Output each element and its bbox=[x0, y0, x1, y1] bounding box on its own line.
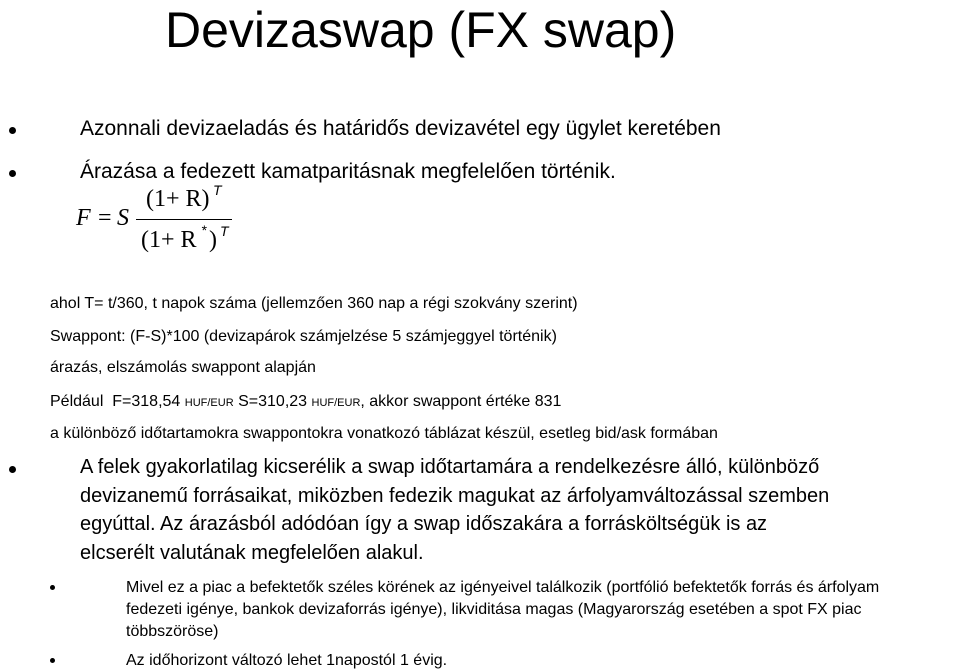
bullet-dot bbox=[9, 170, 16, 177]
formula-numerator-exponent: T bbox=[213, 182, 222, 198]
formula-denominator-exponent: T bbox=[220, 223, 229, 239]
bullet-small-2: Az időhorizont változó lehet 1napostól 1 évig. bbox=[126, 652, 448, 669]
bullet-small-1-line-1: Mivel ez a piac a befektetők széles körének az igényeivel találkozik (portfólió befektetők forrás és árfolyam bbox=[126, 579, 880, 596]
bullet-dot bbox=[9, 127, 16, 134]
bullet-dot bbox=[50, 658, 55, 663]
text-line-swappont: Swappont: (F-S)*100 (devizapárok számjelzése 5 számjeggyel történik) bbox=[50, 328, 557, 345]
text-line-t-definition: ahol T= t/360, t napok száma (jellemzően 360 nap a régi szokvány szerint) bbox=[50, 295, 578, 312]
text-line-pricing: árazás, elszámolás swappont alapján bbox=[50, 359, 316, 376]
example-unit-1: HUF/EUR bbox=[184, 397, 234, 409]
bullet-dot bbox=[50, 585, 55, 590]
formula-denominator-close: ) bbox=[209, 227, 217, 253]
example-part-2: S=310,23 bbox=[233, 393, 312, 410]
formula-numerator: (1+ R) bbox=[146, 186, 210, 212]
page-title: Devizaswap (FX swap) bbox=[165, 2, 677, 58]
bullet-small-1-line-3: többszöröse) bbox=[126, 623, 219, 640]
formula-denominator: (1+ R bbox=[141, 227, 197, 253]
formula-s: S bbox=[117, 205, 129, 231]
example-part-3: , akkor swappont értéke 831 bbox=[360, 393, 562, 410]
text-line-example bbox=[50, 392, 561, 413]
example-part-1: Például F=318,54 bbox=[50, 393, 185, 410]
bullet-mid-line-3: egyúttal. Az árazásból adódóan így a swap időszakára a forrásköltségük is az bbox=[80, 513, 768, 535]
formula-f: F bbox=[76, 205, 91, 231]
bullet-text-2: Árazása a fedezett kamatparitásnak megfelelően történik. bbox=[80, 160, 616, 183]
bullet-small-1-line-2: fedezeti igénye, bankok devizaforrás igénye), likviditása magas (Magyarország esetében a spot FX piac bbox=[126, 601, 862, 618]
formula-denominator-star: * bbox=[201, 222, 207, 238]
bullet-mid-line-1: A felek gyakorlatilag kicserélik a swap időtartamára a rendelkezésre álló, különböző bbox=[80, 456, 820, 478]
bullet-text-1: Azonnali devizaeladás és határidős devizavétel egy ügylet keretében bbox=[80, 117, 721, 140]
formula-equals: = bbox=[98, 205, 112, 231]
bullet-mid-line-2: devizanemű forrásaikat, miközben fedezik magukat az árfolyamváltozással szemben bbox=[80, 485, 830, 507]
example-unit-2: HUF/EUR bbox=[311, 397, 361, 409]
bullet-mid-line-4: elcserélt valutának megfelelően alakul. bbox=[80, 542, 424, 564]
bullet-dot bbox=[9, 466, 16, 473]
text-line-table: a különböző időtartamokra swappontokra vonatkozó táblázat készül, esetleg bid/ask formában bbox=[50, 425, 718, 442]
fraction-bar bbox=[136, 219, 232, 220]
